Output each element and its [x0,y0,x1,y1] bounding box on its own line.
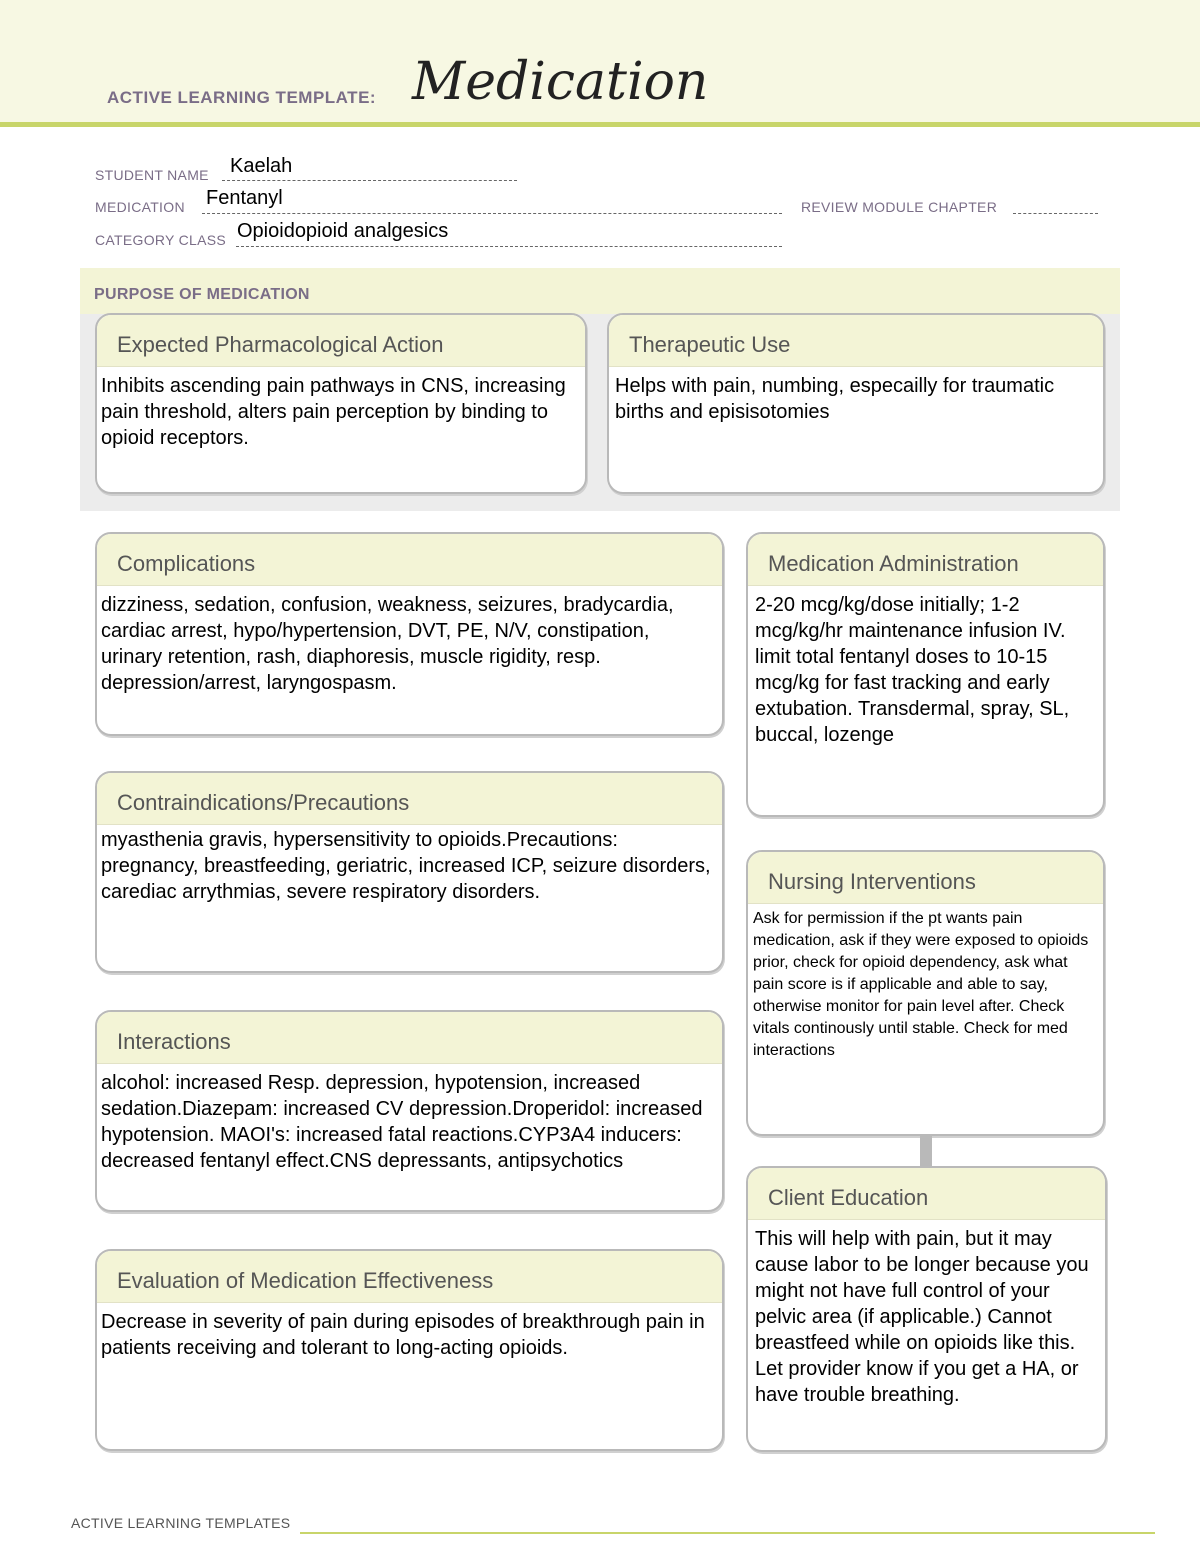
interactions-title: Interactions [97,1012,722,1064]
therapeutic-use-title: Therapeutic Use [609,315,1103,367]
therapeutic-use-text[interactable]: Helps with pain, numbing, especailly for traumatic births and episisotomies [615,375,1055,423]
client-education-card [746,1166,1107,1452]
interactions-text[interactable]: alcohol: increased Resp. depression, hypotension, increased sedation.Diazepam: increased CV depression.Droperidol: increased hypotension. MAOI's: increased fatal reactions.CYP3A4 inducers: decreased fentanyl effect.CNS depressants, antipsychotics [101,1072,703,1172]
expected-action-card [95,313,587,494]
footer-text: ACTIVE LEARNING TEMPLATES [71,1515,291,1531]
nursing-interventions-title: Nursing Interventions [748,852,1103,904]
medication-administration-card [746,532,1105,817]
medication-administration-text[interactable]: 2-20 mcg/kg/dose initially; 1-2 mcg/kg/hr maintenance infusion IV. limit total fentanyl doses to 10-15 mcg/kg for fast tracking and early extubation. Transdermal, spray, SL, buccal, lozenge [755,594,1070,746]
header-label: ACTIVE LEARNING TEMPLATE: [107,88,377,107]
review-module-field[interactable] [1013,213,1098,214]
complications-text[interactable]: dizziness, sedation, confusion, weakness, seizures, bradycardia, cardiac arrest, hypo/hypertension, DVT, PE, N/V, constipation, urinary retention, rash, diaphoresis, muscle rigidity, resp. depression/arrest, laryngospasm. [101,594,674,694]
therapeutic-use-card [607,313,1105,494]
evaluation-title: Evaluation of Medication Effectiveness [97,1251,722,1303]
expected-action-text[interactable]: Inhibits ascending pain pathways in CNS, increasing pain threshold, alters pain perception by binding to opioid receptors. [101,375,566,449]
client-education-title: Client Education [748,1168,1105,1220]
student-name-line [222,180,517,181]
student-name-label: STUDENT NAME [95,167,209,183]
review-module-label: REVIEW MODULE CHAPTER [801,199,998,215]
expected-action-title: Expected Pharmacological Action [97,315,585,367]
student-name-field[interactable]: Kaelah [230,155,293,177]
medication-label: MEDICATION [95,199,185,215]
footer-rule [300,1532,1155,1534]
category-class-field[interactable]: Opioidopioid analgesics [237,220,449,242]
client-education-text[interactable]: This will help with pain, but it may cause labor to be longer because you might not have full control of your pelvic area (if applicable.) Cannot breastfeed while on opioids like this. Let provider know if you get a HA, or have trouble breathing. [755,1228,1089,1406]
page-title: Medication [412,52,709,112]
category-class-label: CATEGORY CLASS [95,232,227,248]
nursing-interventions-text[interactable]: Ask for permission if the pt wants pain medication, ask if they were exposed to opioids prior, check for opioid dependency, ask what pain score is if applicable and able to say, otherwise monitor for pain level after. Check vitals continously until stable. Check for med interactions [753,910,1089,1059]
header-rule [0,122,1200,127]
medication-field[interactable]: Fentanyl [206,187,283,209]
contraindications-card [95,771,724,973]
medication-administration-title: Medication Administration [748,534,1103,586]
evaluation-text[interactable]: Decrease in severity of pain during episodes of breakthrough pain in patients receiving and tolerant to long-acting opioids. [101,1311,705,1359]
contraindications-title: Contraindications/Precautions [97,773,722,825]
category-class-line [236,246,782,247]
nursing-interventions-card [746,850,1105,1136]
purpose-title: PURPOSE OF MEDICATION [94,286,310,303]
complications-title: Complications [97,534,722,586]
contraindications-text[interactable]: myasthenia gravis, hypersensitivity to opioids.Precautions: pregnancy, breastfeeding, geriatric, increased ICP, seizure disorders, carediac arrythmias, severe respiratory disorders. [101,829,711,903]
complications-card [95,532,724,736]
evaluation-card [95,1249,724,1451]
medication-line [202,213,782,214]
interactions-card [95,1010,724,1212]
connector-bar [920,1136,932,1166]
